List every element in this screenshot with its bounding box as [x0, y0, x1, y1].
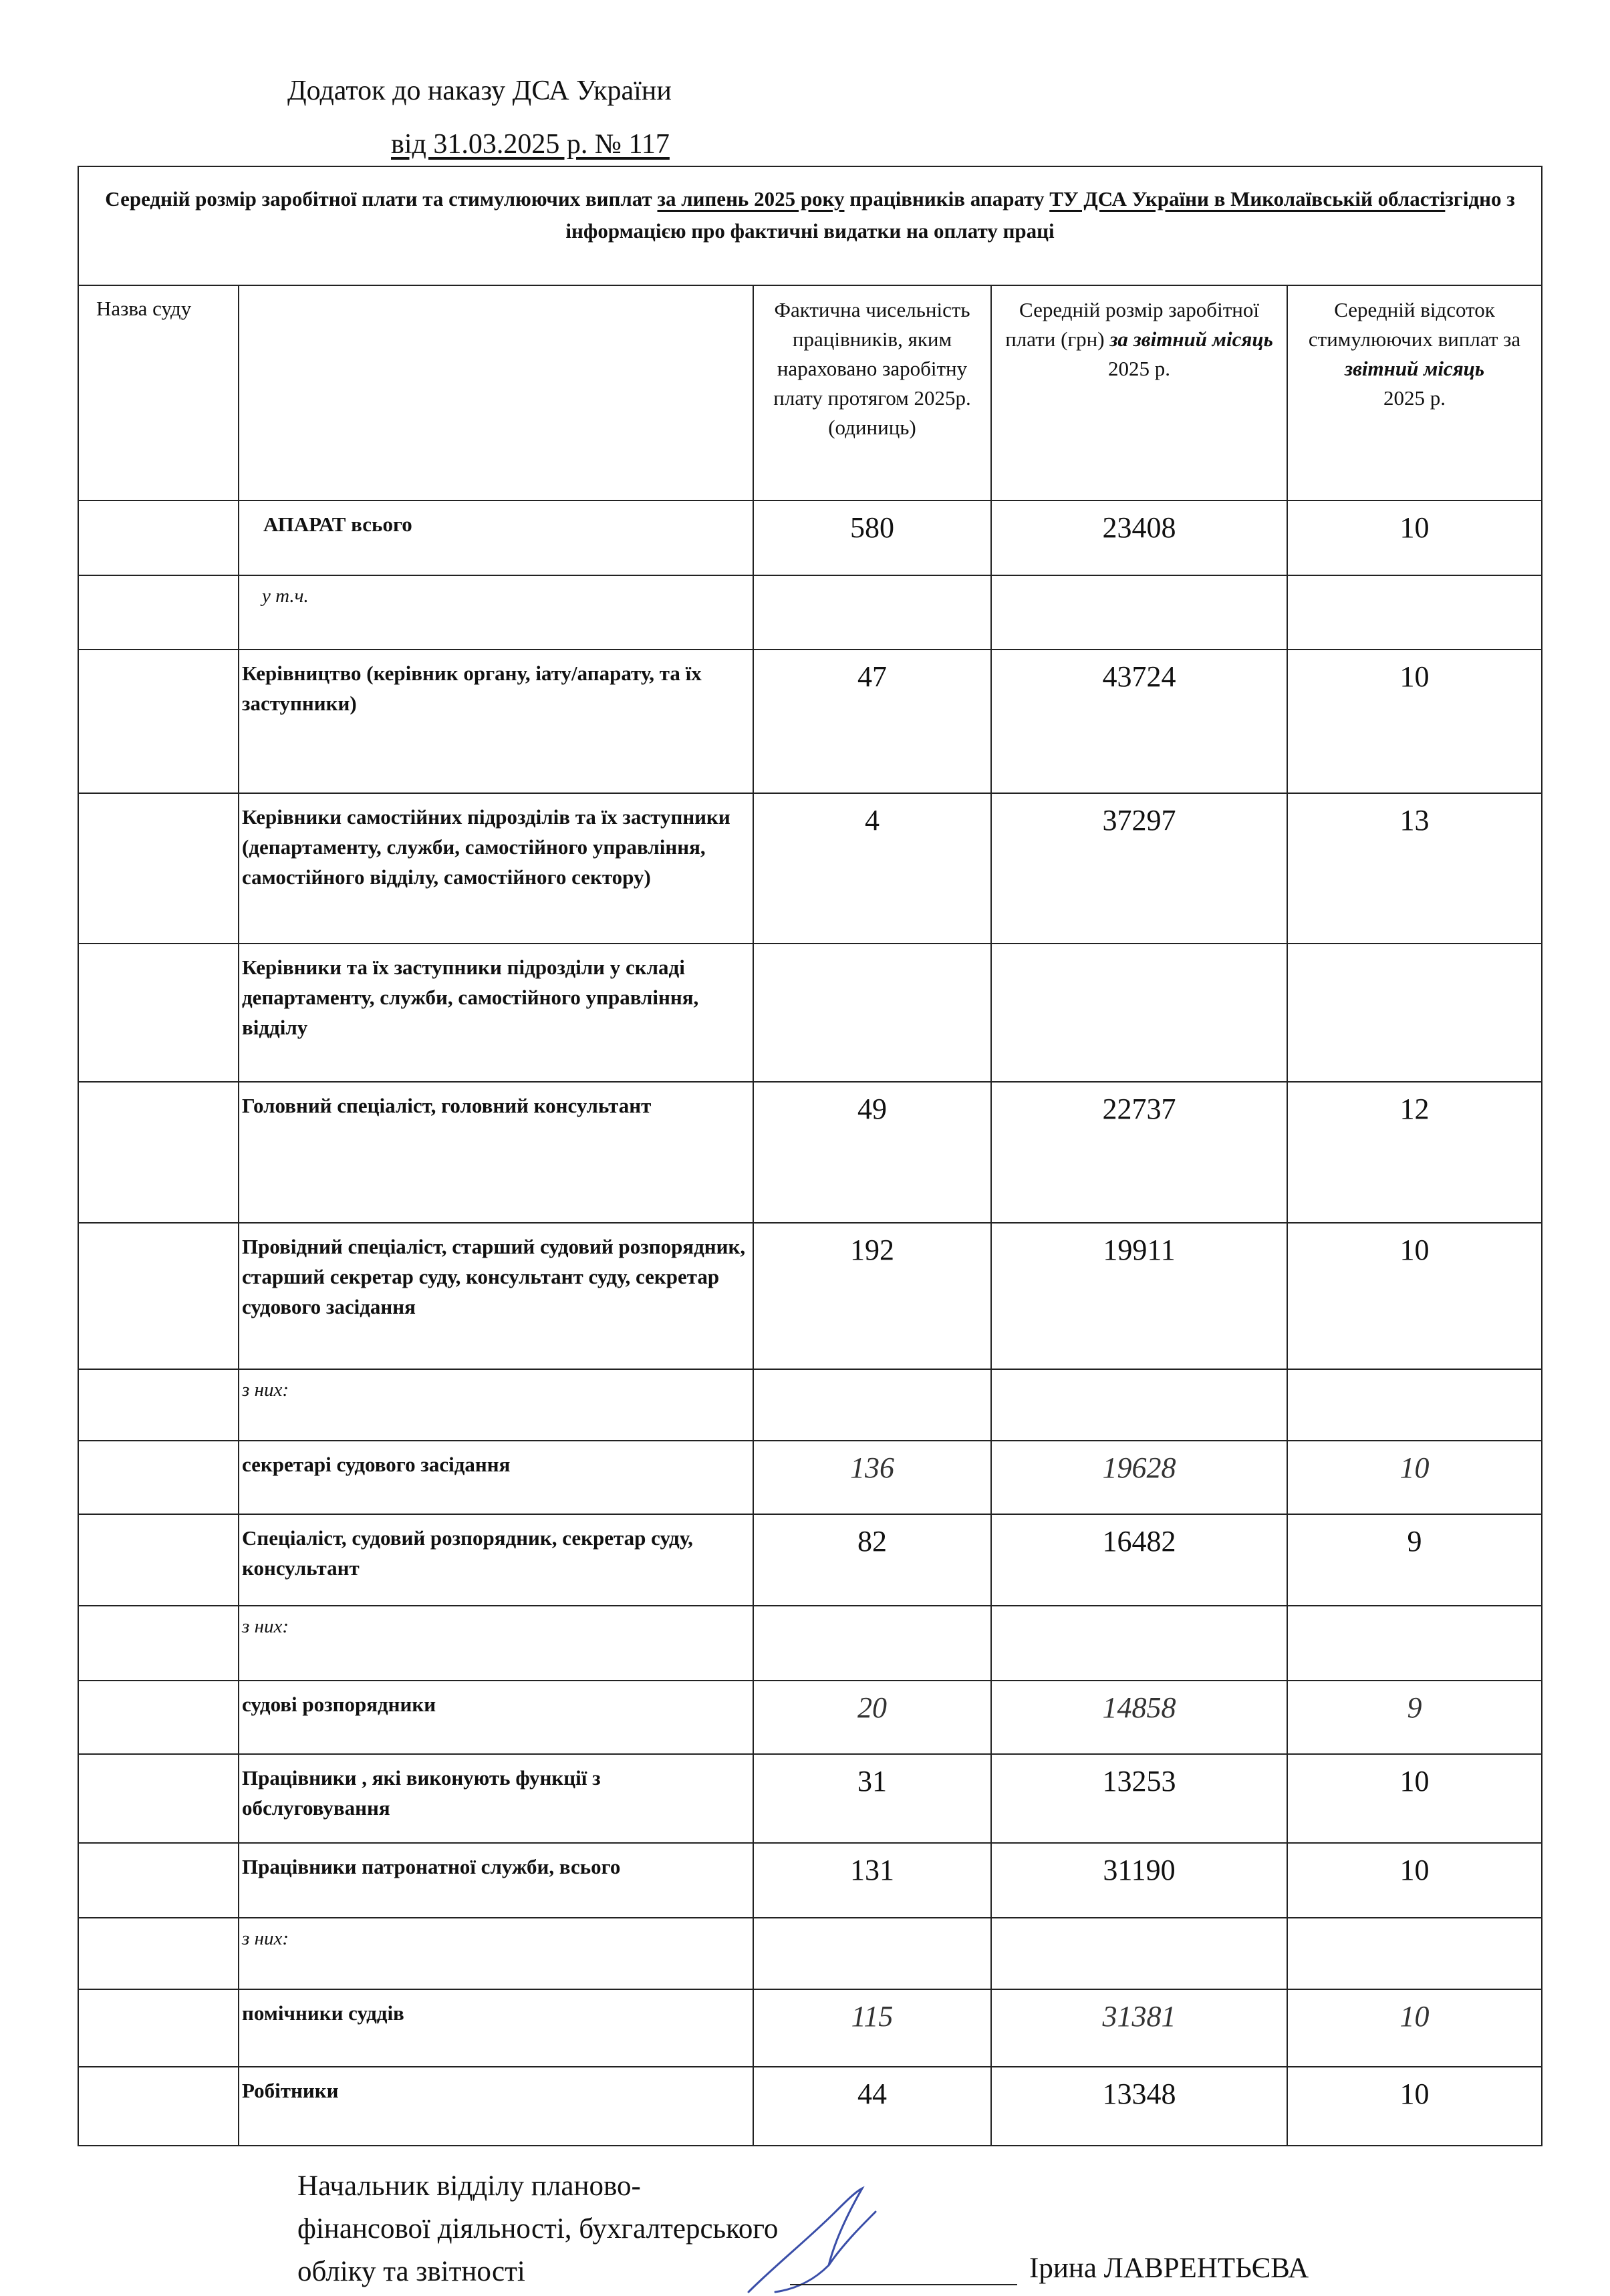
salary-cell: 19628: [991, 1441, 1287, 1514]
count-cell: 82: [753, 1514, 991, 1606]
row-label: Спеціаліст, судовий розпорядник, секретар суду, консультант: [239, 1514, 753, 1606]
row-label: з них:: [239, 1606, 753, 1681]
table-row: [78, 793, 1542, 944]
row-label: Робітники: [239, 2067, 753, 2146]
column-header-row: [78, 285, 1542, 500]
count-cell: 47: [753, 650, 991, 793]
table-row: [78, 500, 1542, 575]
row-label: у т.ч.: [239, 575, 753, 650]
table-row: [78, 1514, 1542, 1606]
salary-cell: 13348: [991, 2067, 1287, 2146]
table-row: [78, 650, 1542, 793]
row-label: секретарі судового засідання: [239, 1441, 753, 1514]
table-row: [78, 1369, 1542, 1441]
count-cell: 115: [753, 1989, 991, 2067]
count-cell: 20: [753, 1681, 991, 1754]
column-header-count: Фактична чисельність працівників, яким нараховано заробітну плату протягом 2025р.(одиниць): [753, 285, 991, 500]
salary-cell: 31190: [991, 1843, 1287, 1918]
bonus-cell: 10: [1287, 1843, 1542, 1918]
row-label: Провідний спеціаліст, старший судовий розпорядник, старший секретар суду, консультант суду, секретар судового засідання: [239, 1223, 753, 1369]
column-header-blank: [239, 285, 753, 500]
salary-cell: 31381: [991, 1989, 1287, 2067]
bonus-cell: 10: [1287, 2067, 1542, 2146]
salary-cell: 43724: [991, 650, 1287, 793]
handwritten-signature: [735, 2185, 936, 2296]
row-label: Керівництво (керівник органу, іату/апарату, та їх заступники): [239, 650, 753, 793]
row-label: Керівники самостійних підрозділів та їх заступники (департаменту, служби, самостійного управління, самостійного відділу, самостійного сектору): [239, 793, 753, 944]
row-label: помічники суддів: [239, 1989, 753, 2067]
salary-cell: 16482: [991, 1514, 1287, 1606]
count-cell: 4: [753, 793, 991, 944]
signatory-name: Ірина ЛАВРЕНТЬЄВА: [1029, 2253, 1309, 2284]
column-header-salary: Середній розмір заробітної плати (грн) за звітний місяць 2025 р.: [991, 285, 1287, 500]
table-row: [78, 1918, 1542, 1989]
column-header-bonus: Середній відсоток стимулюючих виплат за звітний місяць 2025 р.: [1287, 285, 1542, 500]
salary-table: [78, 166, 1542, 2146]
table-row: [78, 575, 1542, 650]
bonus-cell: 9: [1287, 1514, 1542, 1606]
table-row: [78, 1082, 1542, 1223]
salary-cell: 37297: [991, 793, 1287, 944]
bonus-cell: 10: [1287, 650, 1542, 793]
salary-cell: 13253: [991, 1754, 1287, 1843]
table-row: [78, 944, 1542, 1082]
bonus-cell: 13: [1287, 793, 1542, 944]
order-reference: від 31.03.2025 р. № 117: [391, 129, 670, 160]
table-row: [78, 1223, 1542, 1369]
row-label: судові розпорядники: [239, 1681, 753, 1754]
salary-cell: 14858: [991, 1681, 1287, 1754]
row-label: Керівники та їх заступники підрозділи у складі департаменту, служби, самостійного управління, відділу: [239, 944, 753, 1082]
row-label: Головний спеціаліст, головний консультант: [239, 1082, 753, 1223]
count-cell: 49: [753, 1082, 991, 1223]
table-row: [78, 1843, 1542, 1918]
bonus-cell: 10: [1287, 1754, 1542, 1843]
table-row: [78, 2067, 1542, 2146]
count-cell: 136: [753, 1441, 991, 1514]
appendix-title: Додаток до наказу ДСА України: [287, 76, 672, 106]
table-row: [78, 1989, 1542, 2067]
count-cell: 44: [753, 2067, 991, 2146]
table-row: [78, 1754, 1542, 1843]
count-cell: 31: [753, 1754, 991, 1843]
table-title-row: [78, 166, 1542, 285]
count-cell: 580: [753, 500, 991, 575]
salary-cell: 23408: [991, 500, 1287, 575]
table-title: Середній розмір заробітної плати та стимулюючих виплат за липень 2025 року працівників апарату ТУ ДСА України в Миколаївській областізгідно з інформацією про фактичні видатки на оплату праці: [78, 166, 1542, 285]
row-label: з них:: [239, 1369, 753, 1441]
bonus-cell: 10: [1287, 1441, 1542, 1514]
row-label: з них:: [239, 1918, 753, 1989]
salary-cell: 22737: [991, 1082, 1287, 1223]
signatory-position: Начальник відділу планово- фінансової діяльності, бухгалтерського обліку та звітності: [297, 2170, 779, 2287]
bonus-cell: 9: [1287, 1681, 1542, 1754]
bonus-cell: 10: [1287, 1989, 1542, 2067]
row-label: Працівники патронатної служби, всього: [239, 1843, 753, 1918]
column-header-court-name: Назва суду: [78, 285, 239, 500]
signature-line: [790, 2284, 1017, 2285]
table-row: [78, 1606, 1542, 1681]
salary-cell: 19911: [991, 1223, 1287, 1369]
table-row: [78, 1441, 1542, 1514]
row-label: Працівники , які виконують функції з обслуговування: [239, 1754, 753, 1843]
table-row: [78, 1681, 1542, 1754]
bonus-cell: 10: [1287, 500, 1542, 575]
count-cell: 192: [753, 1223, 991, 1369]
count-cell: 131: [753, 1843, 991, 1918]
bonus-cell: 12: [1287, 1082, 1542, 1223]
row-label: АПАРАТ всього: [239, 500, 753, 575]
bonus-cell: 10: [1287, 1223, 1542, 1369]
